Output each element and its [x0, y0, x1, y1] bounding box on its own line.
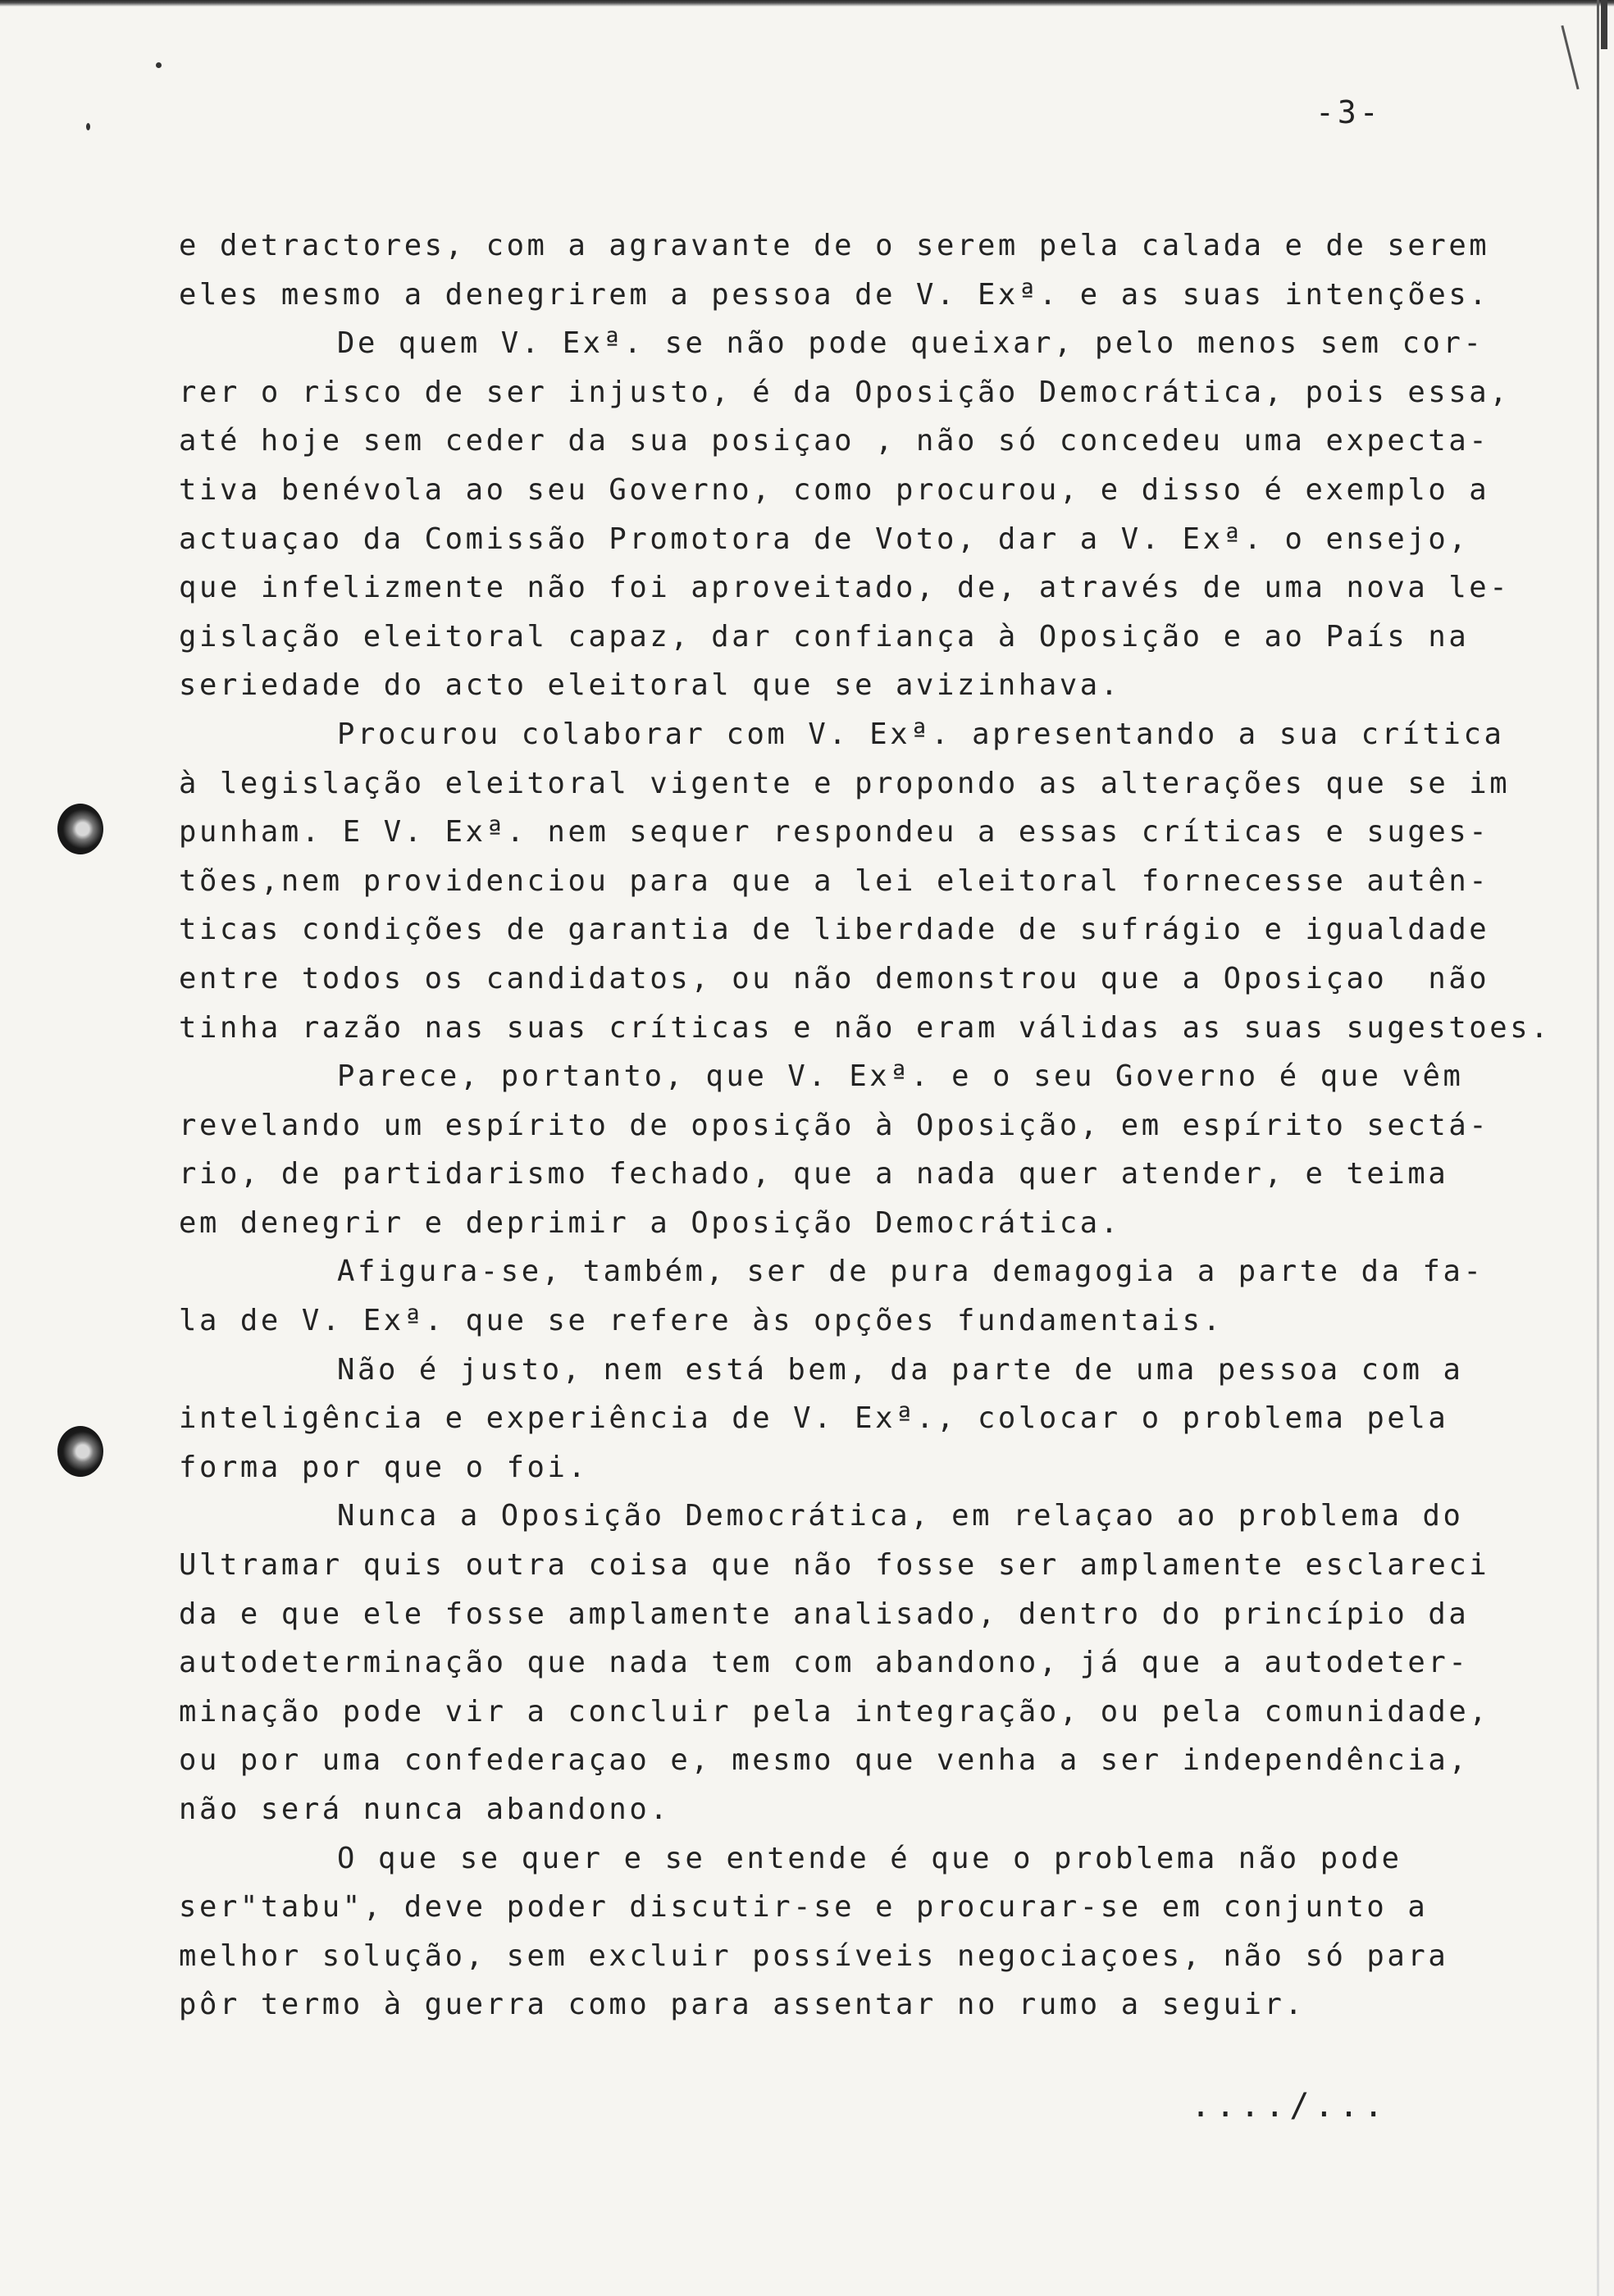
scan-speck — [156, 62, 162, 68]
paragraph-first-line: Nunca a Oposição Democrática, em relaçao ao problema do — [337, 1499, 1464, 1533]
text-line: actuaçao da Comissão Promotora de Voto, dar a V. Exª. o ensejo, — [179, 522, 1470, 556]
punch-hole-lower — [57, 1426, 103, 1477]
text-line: tiva benévola ao seu Governo, como procurou, e disso é exemplo a — [179, 472, 1490, 507]
text-line: revelando um espírito de oposição à Oposição, em espírito sectá- — [179, 1108, 1490, 1142]
paragraph-first-line: Parece, portanto, que V. Exª. e o seu Governo é que vêm — [337, 1059, 1464, 1094]
text-line: melhor solução, sem excluir possíveis negociaçoes, não só para — [179, 1938, 1449, 1973]
paragraph-first-line: Procurou colaborar com V. Exª. apresentando a sua crítica — [337, 717, 1505, 751]
scan-corner-shadow — [1601, 0, 1607, 49]
continuation-mark: ..../... — [1191, 2087, 1388, 2125]
text-line: forma por que o foi. — [179, 1450, 589, 1484]
text-line: la de V. Exª. que se refere às opções fundamentais. — [179, 1304, 1224, 1338]
text-line: não será nunca abandono. — [179, 1793, 671, 1826]
text-line: rer o risco de ser injusto, é da Oposição Democrática, pois essa, — [179, 375, 1511, 409]
paragraph-first-line: Afigura-se, também, ser de pura demagogia a parte da fa- — [337, 1255, 1484, 1289]
text-line: ou por uma confederaçao e, mesmo que venha a ser independência, — [179, 1743, 1470, 1778]
text-line: até hoje sem ceder da sua posiçao , não só concedeu uma expecta- — [179, 424, 1490, 458]
text-line: inteligência e experiência de V. Exª., colocar o problema pela — [179, 1401, 1449, 1436]
scan-corner-mark — [1561, 25, 1579, 89]
scan-right-edge — [1597, 0, 1599, 2296]
text-line: ticas condições de garantia de liberdade de sufrágio e igualdade — [179, 913, 1490, 947]
text-line: entre todos os candidatos, ou não demonstrou que a Oposiçao não — [179, 961, 1490, 995]
text-line: e detractores, com a agravante de o serem pela calada e de serem — [179, 229, 1490, 262]
scan-speck — [86, 123, 90, 130]
text-line: Ultramar quis outra coisa que não fosse ser amplamente esclareci — [179, 1548, 1490, 1583]
paragraph-first-line: De quem V. Exª. se não pode queixar, pelo menos sem cor- — [337, 326, 1484, 361]
text-line: autodeterminação que nada tem com abandono, já que a autodeter- — [179, 1646, 1470, 1680]
text-line: seriedade do acto eleitoral que se avizinhava. — [179, 668, 1121, 703]
text-line: punham. E V. Exª. nem sequer respondeu a essas críticas e suges- — [179, 815, 1490, 850]
punch-hole-upper — [57, 804, 103, 854]
text-line: eles mesmo a denegrirem a pessoa de V. Exª. e as suas intenções. — [179, 277, 1490, 312]
scan-top-border — [0, 0, 1614, 7]
text-line: ser"tabu", deve poder discutir-se e procurar-se em conjunto a — [179, 1890, 1429, 1925]
text-line: tões,nem providenciou para que a lei eleitoral fornecesse autên- — [179, 863, 1490, 898]
text-line: da e que ele fosse amplamente analisado, dentro do princípio da — [179, 1597, 1470, 1631]
text-line: minação pode vir a concluir pela integração, ou pela comunidade, — [179, 1694, 1490, 1729]
paragraph-first-line: Não é justo, nem está bem, da parte de uma pessoa com a — [337, 1352, 1464, 1387]
paragraph-first-line: O que se quer e se entende é que o problema não pode — [337, 1841, 1402, 1875]
text-line: pôr termo à guerra como para assentar no rumo a seguir. — [179, 1988, 1306, 2022]
text-line: tinha razão nas suas críticas e não eram válidas as suas sugestoes. — [179, 1010, 1552, 1045]
text-line: rio, de partidarismo fechado, que a nada quer atender, e teima — [179, 1157, 1449, 1191]
body-text — [179, 221, 1552, 2029]
page-number: -3- — [1315, 94, 1382, 130]
text-line: gislação eleitoral capaz, dar confiança à Oposição e ao País na — [179, 619, 1470, 654]
text-line: à legislação eleitoral vigente e propondo as alterações que se im — [179, 766, 1511, 800]
text-line: que infelizmente não foi aproveitado, de, através de uma nova le- — [179, 571, 1511, 605]
text-line: em denegrir e deprimir a Oposição Democrática. — [179, 1205, 1121, 1240]
